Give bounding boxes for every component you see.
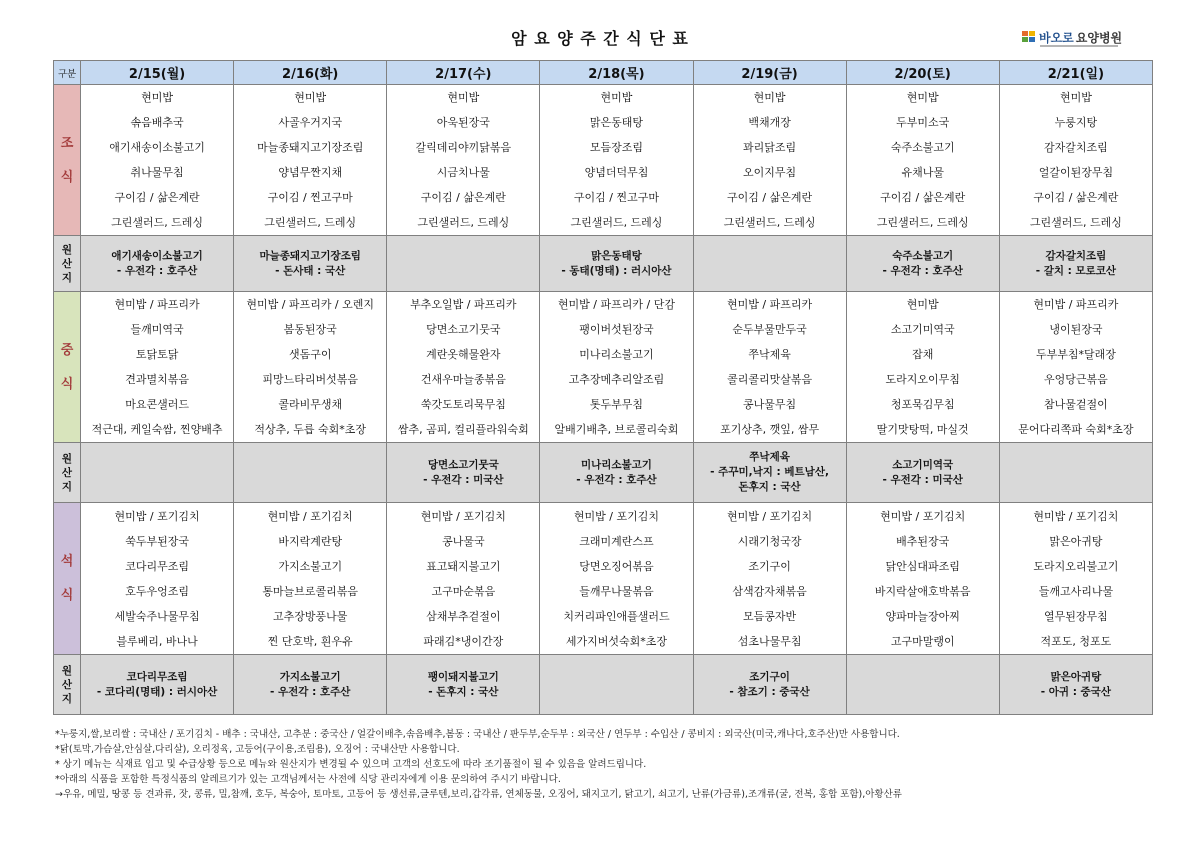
menu-item: 바지락계란탕	[278, 534, 343, 548]
origin-cell-mon	[81, 443, 234, 503]
origin-cell-sun	[999, 655, 1152, 715]
day-header-mon: 2/15(월)	[81, 61, 234, 85]
menu-item: 얼갈이된장무침	[1038, 166, 1114, 179]
origin-detail: 돈후지 : 국산	[738, 481, 801, 493]
menu-item: 백채개장	[748, 116, 791, 129]
footer-notes	[55, 727, 1155, 802]
menu-item: 현미밥	[141, 91, 174, 104]
breakfast-cell-mon	[81, 85, 234, 236]
menu-item: 냉이된장국	[1049, 323, 1103, 336]
origin-label-char: 원	[61, 664, 73, 677]
menu-item: 조기구이	[748, 559, 791, 573]
origin-detail: - 동태(명태) : 러시아산	[561, 264, 672, 277]
menu-item: 두부부침*달래장	[1035, 348, 1116, 361]
origin-detail: - 아귀 : 중국산	[1040, 685, 1111, 698]
menu-item: 삼색감자채볶음	[732, 584, 807, 598]
meal-label-char: 조	[60, 135, 74, 151]
weekly-menu-table	[53, 60, 1153, 715]
menu-item: 쑥갓도토리묵무침	[420, 398, 506, 411]
menu-item: 현미밥 / 파프리카	[727, 298, 813, 311]
origin-cell-mon	[81, 655, 234, 715]
menu-item: 호두우엉조림	[125, 584, 189, 598]
menu-item: 구이김 / 삶은계란	[1033, 191, 1119, 204]
menu-item: 당면소고기뭇국	[426, 323, 501, 336]
origin-dish: 마늘종돼지고기장조림	[259, 249, 361, 262]
origin-label-char: 지	[61, 692, 73, 705]
day-header-fri: 2/19(금)	[693, 61, 846, 85]
origin-label-char: 원	[61, 243, 73, 256]
origin-label-char: 지	[61, 271, 73, 284]
menu-item: 콜리콜리맛살볶음	[727, 373, 813, 386]
menu-item: 그린샐러드, 드레싱	[264, 216, 357, 229]
menu-item: 양념무짠지채	[278, 166, 343, 179]
menu-item: 현미밥 / 포기김치	[880, 509, 966, 523]
header-row	[54, 61, 1153, 85]
origin-detail: - 코다리(명태) : 러시아산	[96, 685, 218, 698]
breakfast-cell-thu	[540, 85, 693, 236]
menu-item: 알배기배추, 브로콜리숙회	[554, 423, 679, 436]
menu-item: 구이김 / 삶은계란	[114, 191, 200, 204]
lunch-cell-mon	[81, 292, 234, 443]
menu-item: 고추장방풍나물	[273, 609, 348, 623]
menu-item: 숙주소불고기	[890, 141, 955, 154]
menu-item: 들깨고사리나물	[1038, 584, 1114, 598]
menu-item: 마요콘샐러드	[125, 398, 189, 411]
origin-detail: - 돈후지 : 국산	[428, 685, 499, 698]
origin-cell-sat	[846, 655, 999, 715]
note-line: * 상기 메뉴는 식재료 입고 및 수급상황 등으로 메뉴와 원산지가 변경될 수 있으며 고객의 선호도에 따라 조기품절이 될 수 있음을 알려드립니다.	[55, 759, 647, 770]
origin-label	[54, 443, 81, 503]
origin-cell-sun	[999, 236, 1152, 292]
menu-item: 현미밥 / 포기김치	[420, 509, 506, 523]
menu-item: 미나리소불고기	[579, 348, 654, 361]
menu-item: 그린샐러드, 드레싱	[723, 216, 816, 229]
dinner-cell-fri	[693, 503, 846, 655]
menu-item: 그린샐러드, 드레싱	[876, 216, 969, 229]
origin-cell-thu	[540, 443, 693, 503]
menu-item: 아욱된장국	[436, 116, 490, 129]
menu-item: 구이김 / 찐고구마	[267, 191, 353, 204]
menu-item: 구이김 / 삶은계란	[880, 191, 966, 204]
menu-item: 세가지버섯숙회*초장	[565, 634, 668, 648]
menu-item: 쑥두부된장국	[125, 534, 189, 548]
origin-cell-fri	[693, 655, 846, 715]
menu-item: 구이김 / 삶은계란	[420, 191, 506, 204]
origin-cell-mon	[81, 236, 234, 292]
origin-detail: - 주꾸미,낙지 : 베트남산,	[710, 466, 829, 478]
menu-item: 우엉당근볶음	[1044, 373, 1108, 386]
lunch-cell-fri	[693, 292, 846, 443]
meal-label-char: 식	[60, 376, 74, 392]
menu-item: 견과멸치볶음	[125, 373, 189, 386]
origin-cell-tue	[234, 443, 387, 503]
origin-dish: 애기새송이소불고기	[111, 249, 203, 262]
menu-item: 적근대, 케일숙쌈, 찐양배추	[91, 423, 223, 436]
menu-item: 톳두부무침	[589, 398, 644, 411]
origin-label-char: 산	[61, 678, 73, 691]
lunch-cell-thu	[540, 292, 693, 443]
dinner-row	[54, 503, 1153, 655]
menu-item: 팽이버섯된장국	[579, 323, 654, 336]
menu-item: 구이김 / 삶은계란	[727, 191, 813, 204]
meal-label-char: 식	[60, 588, 74, 603]
origin-dish: 소고기미역국	[892, 458, 954, 471]
day-header-wed: 2/17(수)	[387, 61, 540, 85]
hospital-logo	[1022, 29, 1132, 51]
origin-cell-sat	[846, 236, 999, 292]
menu-item: 삼채부추겉절이	[426, 609, 501, 623]
origin-detail: - 돈사태 : 국산	[275, 264, 346, 277]
menu-item: 닭안심대파조림	[885, 559, 960, 573]
menu-item: 쭈낙제육	[748, 348, 791, 361]
day-header-sat: 2/20(토)	[846, 61, 999, 85]
menu-item: 치커리파인애플샐러드	[563, 609, 670, 623]
origin-label-char: 산	[61, 257, 73, 270]
lunch-origin-row	[54, 443, 1153, 503]
menu-item: 사골우거지국	[278, 116, 343, 129]
menu-item: 현미밥 / 포기김치	[114, 509, 200, 523]
menu-item: 현미밥	[294, 91, 327, 104]
menu-item: 소고기미역국	[890, 323, 955, 336]
lunch-cell-wed	[387, 292, 540, 443]
origin-cell-sun	[999, 443, 1152, 503]
menu-item: 섬초나물무침	[737, 634, 802, 648]
origin-detail: - 참조기 : 중국산	[729, 685, 810, 698]
menu-item: 블루베리, 바나나	[116, 634, 198, 648]
menu-item: 찐 단호박, 흰우유	[267, 634, 353, 648]
menu-item: 부추오일밥 / 파프리카	[410, 298, 517, 311]
menu-item: 양념더덕무침	[584, 166, 649, 179]
menu-item: 현미밥 / 포기김치	[727, 509, 813, 523]
menu-item: 마늘종돼지고기장조림	[257, 141, 364, 154]
menu-item: 현미밥 / 포기김치	[267, 509, 353, 523]
menu-item: 참나물겉절이	[1044, 398, 1108, 411]
menu-item: 양파마늘장아찌	[885, 609, 960, 623]
menu-item: 유채나물	[901, 166, 944, 179]
menu-item: 현미밥	[906, 91, 939, 104]
menu-item: 누룽지탕	[1054, 116, 1098, 129]
logo-brand: 바오로	[1039, 31, 1074, 45]
menu-item: 갈릭데리야끼닭볶음	[415, 141, 512, 154]
note-line: *닭(토막,가슴살,안심살,다리살), 오리정육, 고등어(구이용,조림용), 오징어 : 국내산만 사용합니다.	[55, 744, 460, 755]
menu-item: 솎음배추국	[130, 116, 184, 129]
menu-item: 열무된장무침	[1044, 609, 1108, 623]
menu-item: 봄동된장국	[283, 323, 337, 336]
origin-dish: 미나리소불고기	[580, 458, 652, 471]
origin-dish: 가지소불고기	[279, 670, 341, 683]
day-header-sun: 2/21(일)	[999, 61, 1152, 85]
origin-label-char: 지	[61, 480, 73, 493]
menu-item: 적상추, 두릅 숙회*초장	[254, 423, 367, 436]
logo-subtitle-line	[1040, 45, 1118, 47]
menu-item: 시래기청국장	[737, 534, 802, 548]
origin-cell-wed	[387, 236, 540, 292]
note-line: →우유, 메밀, 땅콩 등 견과류, 잣, 콩류, 밀,참깨, 호두, 복숭아, 토마토, 고등어 등 생선류,글루텐,보리,갑각류, 연체동물, 오징어, 돼지고기, 닭고기, 쇠고기, 난류(가금류),조개류(굴, 전복, 홍합 포함),아황산류	[55, 789, 902, 800]
menu-item: 모듬장조림	[589, 141, 644, 154]
meal-label-char: 중	[60, 342, 74, 358]
menu-item: 현미밥 / 파프리카	[1033, 298, 1119, 311]
origin-cell-sat	[846, 443, 999, 503]
menu-item: 코다리무조림	[125, 559, 189, 573]
menu-item: 고구마말랭이	[890, 634, 955, 648]
origin-cell-thu	[540, 236, 693, 292]
menu-item: 그린샐러드, 드레싱	[417, 216, 510, 229]
menu-item: 모듬콩자반	[743, 609, 797, 623]
menu-item: 적포도, 청포도	[1040, 634, 1112, 648]
menu-item: 문어다리쪽파 숙회*초장	[1018, 423, 1134, 436]
page-title: 암 요 양 주 간 식 단 표	[511, 29, 689, 48]
lunch-row	[54, 292, 1153, 443]
menu-item: 고구마순볶음	[431, 584, 496, 598]
origin-detail: - 우전각 : 호주산	[116, 264, 198, 277]
origin-dish: 당면소고기뭇국	[427, 458, 499, 471]
dinner-cell-thu	[540, 503, 693, 655]
breakfast-origin-row	[54, 236, 1153, 292]
menu-item: 콜라비무생채	[278, 398, 343, 411]
lunch-cell-sat	[846, 292, 999, 443]
origin-cell-tue	[234, 655, 387, 715]
menu-item: 현미밥	[447, 91, 480, 104]
menu-item: 현미밥 / 파프리카	[114, 298, 200, 311]
menu-item: 현미밥	[906, 298, 939, 311]
dinner-origin-row	[54, 655, 1153, 715]
menu-item: 콩나물국	[442, 534, 485, 548]
menu-item: 표고돼지불고기	[426, 559, 501, 573]
menu-item: 순두부물만두국	[732, 323, 807, 336]
origin-detail: - 우전각 : 미국산	[423, 473, 504, 486]
dinner-label	[54, 503, 81, 655]
origin-dish: 팽이돼지불고기	[427, 670, 499, 683]
menu-item: 두부미소국	[896, 116, 950, 129]
breakfast-cell-sun	[999, 85, 1152, 236]
origin-dish: 쭈낙제육	[749, 451, 790, 463]
menu-item: 현미밥 / 포기김치	[1033, 509, 1119, 523]
menu-item: 구이김 / 찐고구마	[573, 191, 659, 204]
menu-item: 콩나물무침	[743, 398, 797, 411]
menu-item: 현미밥	[753, 91, 786, 104]
menu-item: 가지소불고기	[278, 559, 343, 573]
menu-item: 그린샐러드, 드레싱	[111, 216, 204, 229]
dinner-cell-sat	[846, 503, 999, 655]
menu-item: 시금치나물	[436, 166, 490, 179]
menu-item: 샛돔구이	[288, 348, 332, 361]
menu-item: 고추장메추리알조림	[568, 373, 665, 386]
menu-item: 현미밥	[1059, 91, 1092, 104]
breakfast-label	[54, 85, 81, 236]
origin-dish: 맑은동태탕	[591, 249, 642, 262]
logo-mark-icon	[1022, 31, 1036, 43]
menu-item: 현미밥 / 파프리카 / 단감	[557, 298, 675, 311]
breakfast-cell-sat	[846, 85, 999, 236]
day-header-tue: 2/16(화)	[234, 61, 387, 85]
breakfast-cell-tue	[234, 85, 387, 236]
origin-detail: - 갈치 : 모로코산	[1035, 264, 1117, 277]
menu-item: 크래미계란스프	[579, 534, 654, 548]
menu-item: 포기상추, 깻잎, 쌈무	[720, 423, 820, 436]
menu-item: 건새우마늘종볶음	[420, 373, 506, 386]
menu-item: 맑은동태탕	[589, 116, 644, 129]
menu-item: 배추된장국	[896, 534, 950, 548]
origin-dish: 맑은아귀탕	[1050, 670, 1102, 683]
note-line: *누룽지,쌀,보리쌀 : 국내산 / 포기김치 - 배추 : 국내산, 고추분 : 중국산 / 얼갈이배추,솎음배추,봄동 : 국내산 / 판두부,순두부 : 외국산 / 연두부 : 수입산 / 콩비지 : 외국산(미국,캐나다,호주산)만 사용합니다.	[55, 729, 900, 740]
menu-item: 들깨무나물볶음	[579, 584, 654, 598]
menu-item: 오이지무침	[743, 166, 797, 179]
menu-item: 그린샐러드, 드레싱	[1029, 216, 1122, 229]
meal-label-char: 식	[60, 169, 74, 185]
origin-label	[54, 655, 81, 715]
origin-cell-thu	[540, 655, 693, 715]
menu-item: 그린샐러드, 드레싱	[570, 216, 663, 229]
menu-item: 들깨미역국	[130, 323, 184, 336]
menu-item: 파래김*냉이간장	[423, 634, 504, 648]
menu-item: 감자갈치조림	[1044, 141, 1108, 154]
menu-item: 도라지오이무침	[885, 373, 960, 386]
menu-item: 취나물무침	[130, 166, 184, 179]
origin-cell-wed	[387, 655, 540, 715]
dinner-cell-wed	[387, 503, 540, 655]
meal-label-char: 석	[60, 554, 74, 569]
origin-dish: 감자갈치조림	[1045, 249, 1107, 262]
origin-label-char: 원	[61, 452, 73, 465]
lunch-cell-sun	[999, 292, 1152, 443]
dinner-cell-sun	[999, 503, 1152, 655]
origin-cell-tue	[234, 236, 387, 292]
dinner-cell-mon	[81, 503, 234, 655]
origin-dish: 조기구이	[749, 670, 790, 683]
note-line: *아래의 식품을 포함한 특정식품의 알레르기가 있는 고객님께서는 사전에 식당 관리자에게 이용 문의하여 주시기 바랍니다.	[55, 774, 561, 785]
origin-cell-wed	[387, 443, 540, 503]
origin-dish: 숙주소불고기	[892, 249, 954, 262]
origin-detail: - 우전각 : 호주산	[576, 473, 657, 486]
menu-item: 도라지오리불고기	[1033, 559, 1119, 573]
lunch-cell-tue	[234, 292, 387, 443]
menu-item: 현미밥 / 파프리카 / 오렌지	[246, 298, 375, 311]
origin-detail: - 우전각 : 호주산	[270, 685, 351, 698]
menu-item: 잡채	[912, 348, 934, 361]
header-label: 구분	[54, 61, 81, 85]
menu-item: 현미밥 / 포기김치	[573, 509, 659, 523]
origin-detail: - 우전각 : 미국산	[882, 473, 963, 486]
menu-item: 바지락살애호박볶음	[874, 584, 971, 598]
menu-item: 현미밥	[600, 91, 633, 104]
lunch-label	[54, 292, 81, 443]
day-header-thu: 2/18(목)	[540, 61, 693, 85]
menu-item: 맑은아귀탕	[1049, 534, 1103, 548]
origin-cell-fri	[693, 443, 846, 503]
origin-detail: - 우전각 : 호주산	[882, 264, 963, 277]
logo-suffix: 요양병원	[1075, 31, 1123, 45]
dinner-cell-tue	[234, 503, 387, 655]
origin-dish: 코다리무조림	[126, 670, 188, 683]
breakfast-cell-wed	[387, 85, 540, 236]
menu-item: 당면오징어볶음	[579, 559, 654, 573]
origin-label	[54, 236, 81, 292]
menu-item: 피망느타리버섯볶음	[262, 373, 359, 386]
menu-item: 청포묵김무침	[890, 398, 955, 411]
menu-item: 세발숙주나물무침	[114, 609, 200, 623]
breakfast-row	[54, 85, 1153, 236]
menu-item: 딸기맛탕떡, 마실것	[876, 423, 969, 436]
menu-item: 쌈추, 곰피, 컬리플라워숙회	[397, 423, 529, 436]
breakfast-cell-fri	[693, 85, 846, 236]
origin-cell-fri	[693, 236, 846, 292]
origin-label-char: 산	[61, 466, 73, 479]
menu-item: 토닭토닭	[135, 348, 179, 361]
menu-item: 애기새송이소불고기	[109, 141, 205, 154]
menu-item: 통마늘브로콜리볶음	[262, 584, 359, 598]
menu-item: 계란옷해물완자	[426, 348, 501, 361]
menu-item: 꽈리닭조림	[743, 141, 797, 154]
